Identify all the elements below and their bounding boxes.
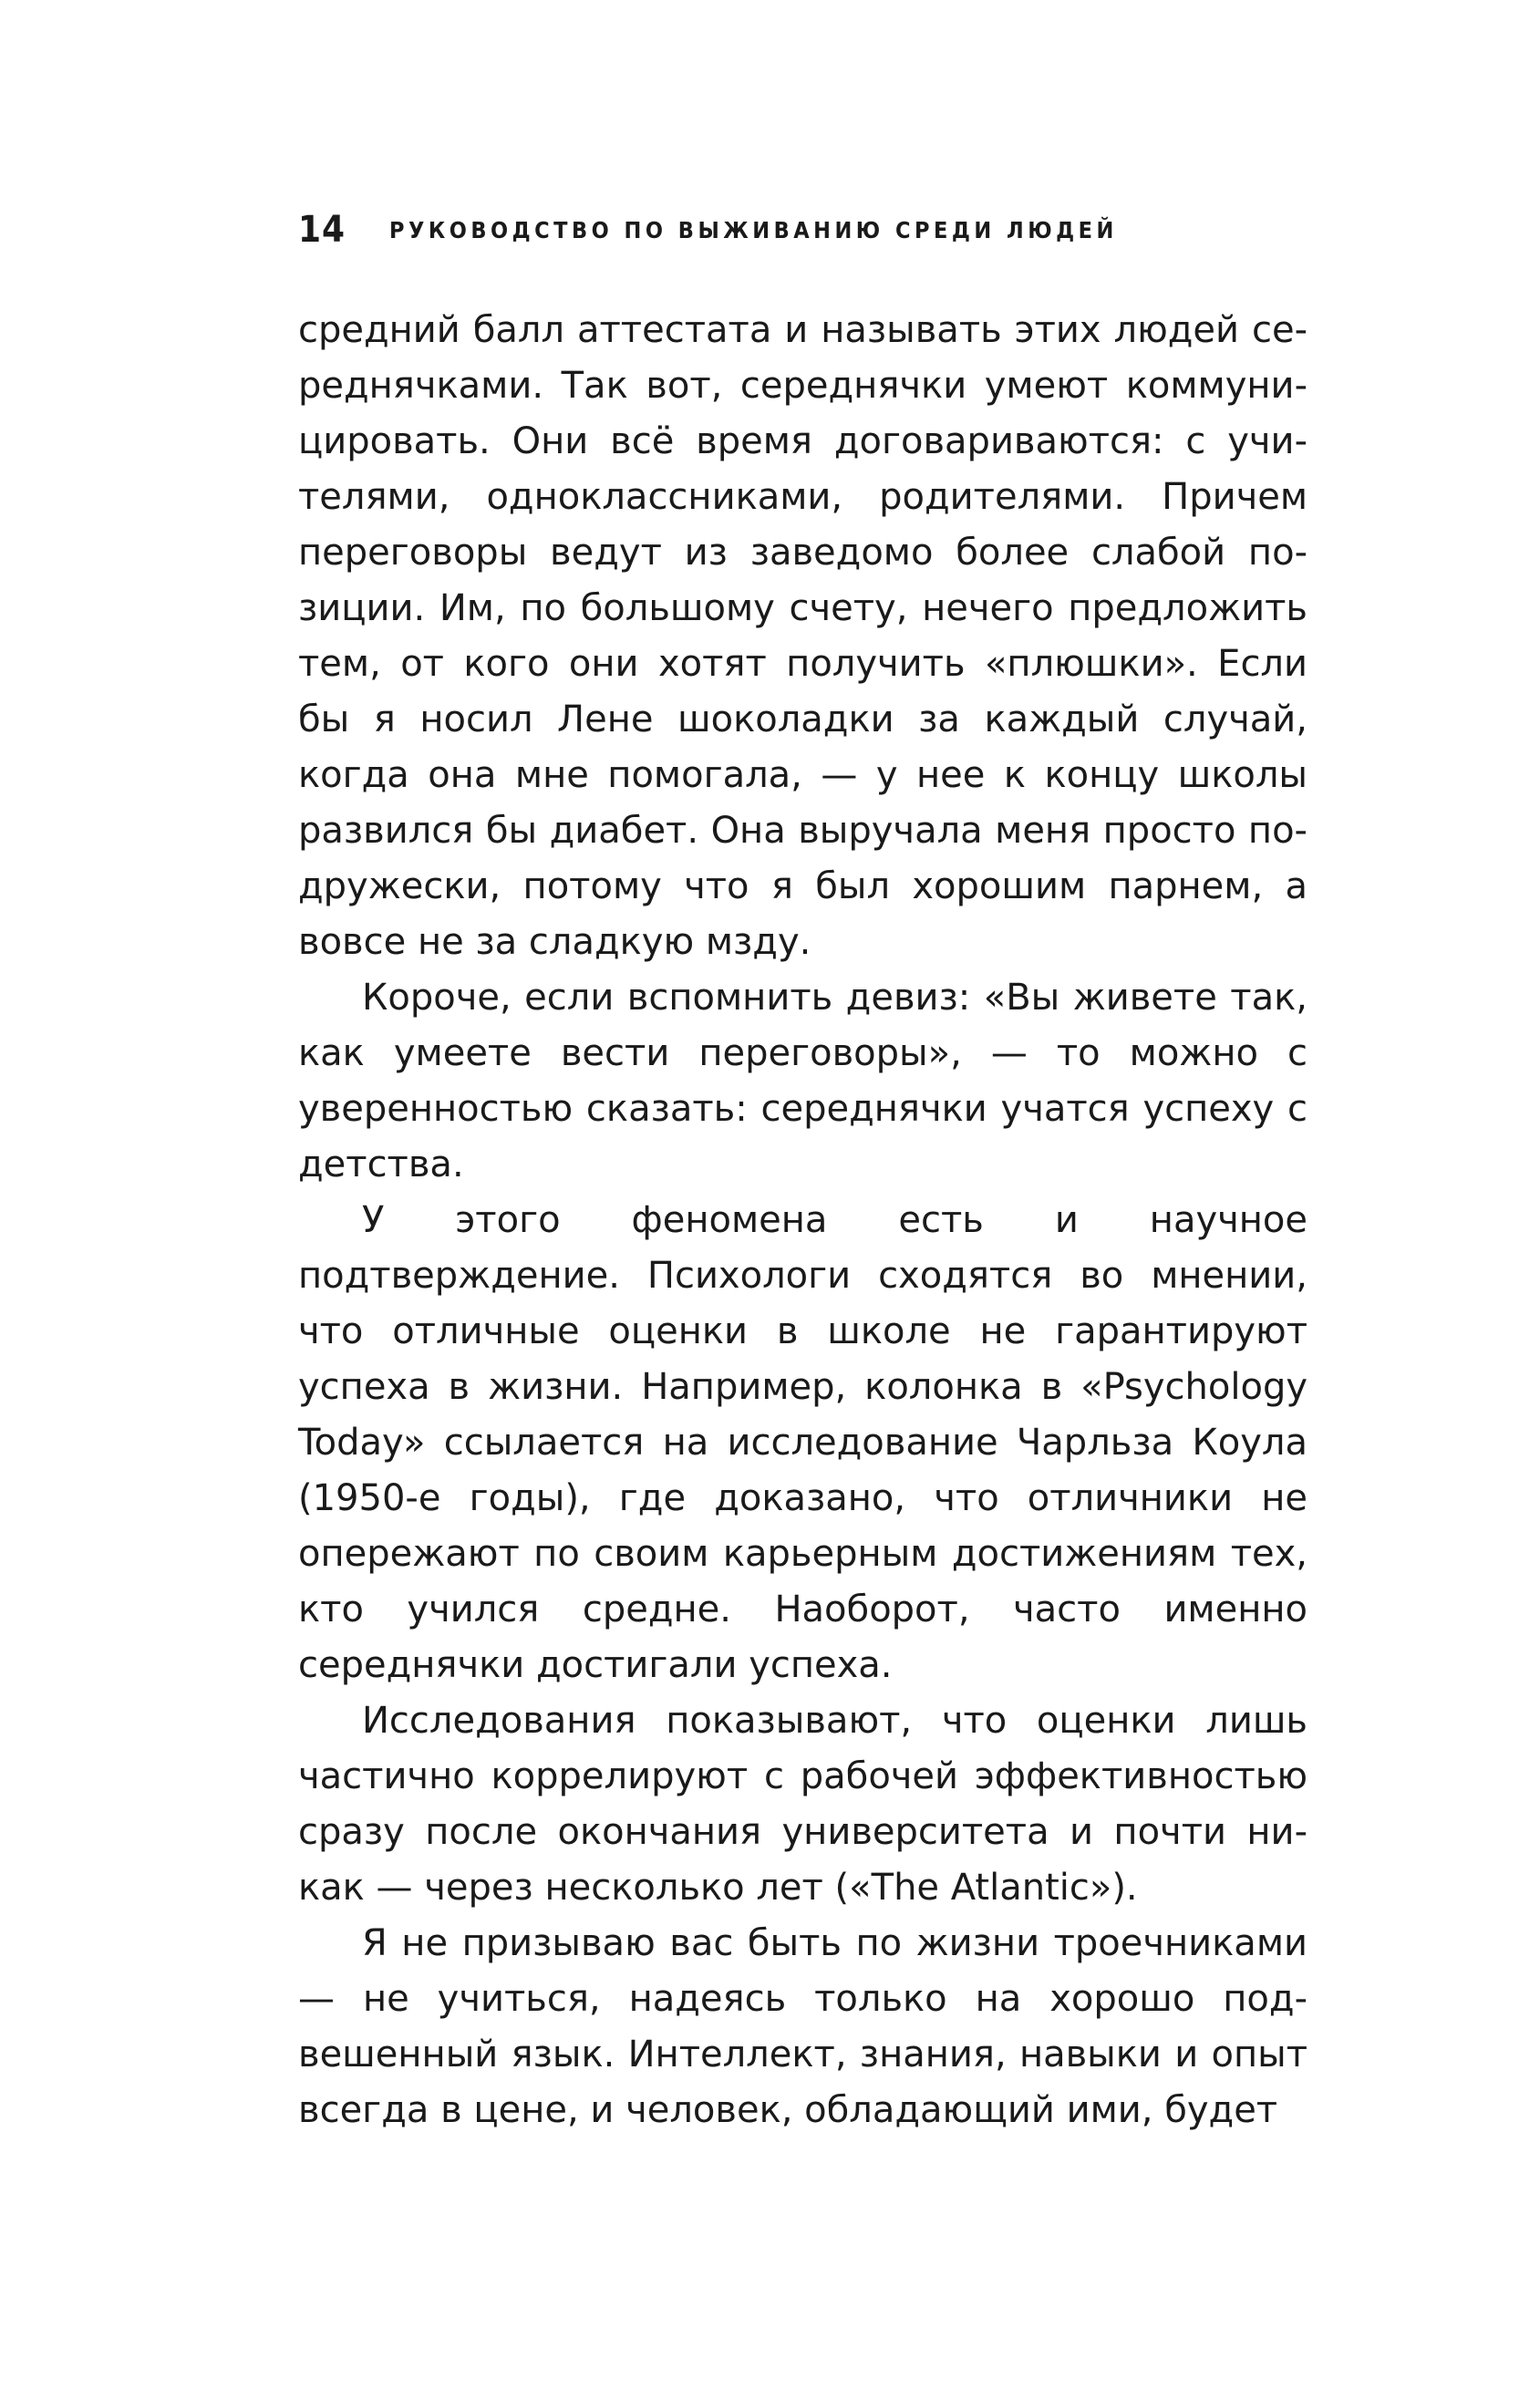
paragraph-4: Исследования показывают, что оценки лишь частично коррелируют с рабочей эффективностью сразу после окончания университета и почти никак — через несколько лет («The Atlantic»). [298, 1700, 1307, 1909]
body-text [298, 303, 1307, 2138]
paragraph-2: Короче, если вспомнить девиз: «Вы живете так, как умеете вести переговоры», — то можно с уверенностью сказать: середнячки учатся успеху с детства. [298, 977, 1307, 1185]
running-title: РУКОВОДСТВО ПО ВЫЖИВАНИЮ СРЕДИ ЛЮДЕЙ [389, 216, 1118, 243]
running-head [298, 202, 1301, 257]
page-number: 14 [298, 209, 346, 251]
paragraph-3: У этого феномена есть и научное подтверждение. Психологи сходятся во мнении, что отличные оценки в школе не гарантируют успеха в жизни. Например, колонка в «Psychology Today» ссылается на исследование Чарльза Коула (1950-е годы), где доказано, что отличники не опережают по своим карьерным достижениям тех, кто учился средне. Наоборот, часто именно середнячки достигали успеха. [298, 1199, 1307, 1686]
paragraph-1: средний балл аттестата и называть этих людей середнячками. Так вот, середнячки умеют коммуницировать. Они всё время договариваются: с учителями, одноклассниками, родителями. Причем переговоры ведут из заведомо более слабой позиции. Им, по большому счету, нечего предложить тем, от кого они хотят получить «плюшки». Если бы я носил Лене шоколадки за каждый случай, когда она мне помогала, — у нее к концу школы развился бы диабет. Она выручала меня просто по-дружески, потому что я был хорошим парнем, а вовсе не за сладкую мзду. [298, 309, 1307, 963]
paragraph-5: Я не призываю вас быть по жизни троечниками — не учиться, надеясь только на хорошо подвешенный язык. Интеллект, знания, навыки и опыт всегда в цене, и человек, обладающий ими, будет [298, 1922, 1307, 2131]
